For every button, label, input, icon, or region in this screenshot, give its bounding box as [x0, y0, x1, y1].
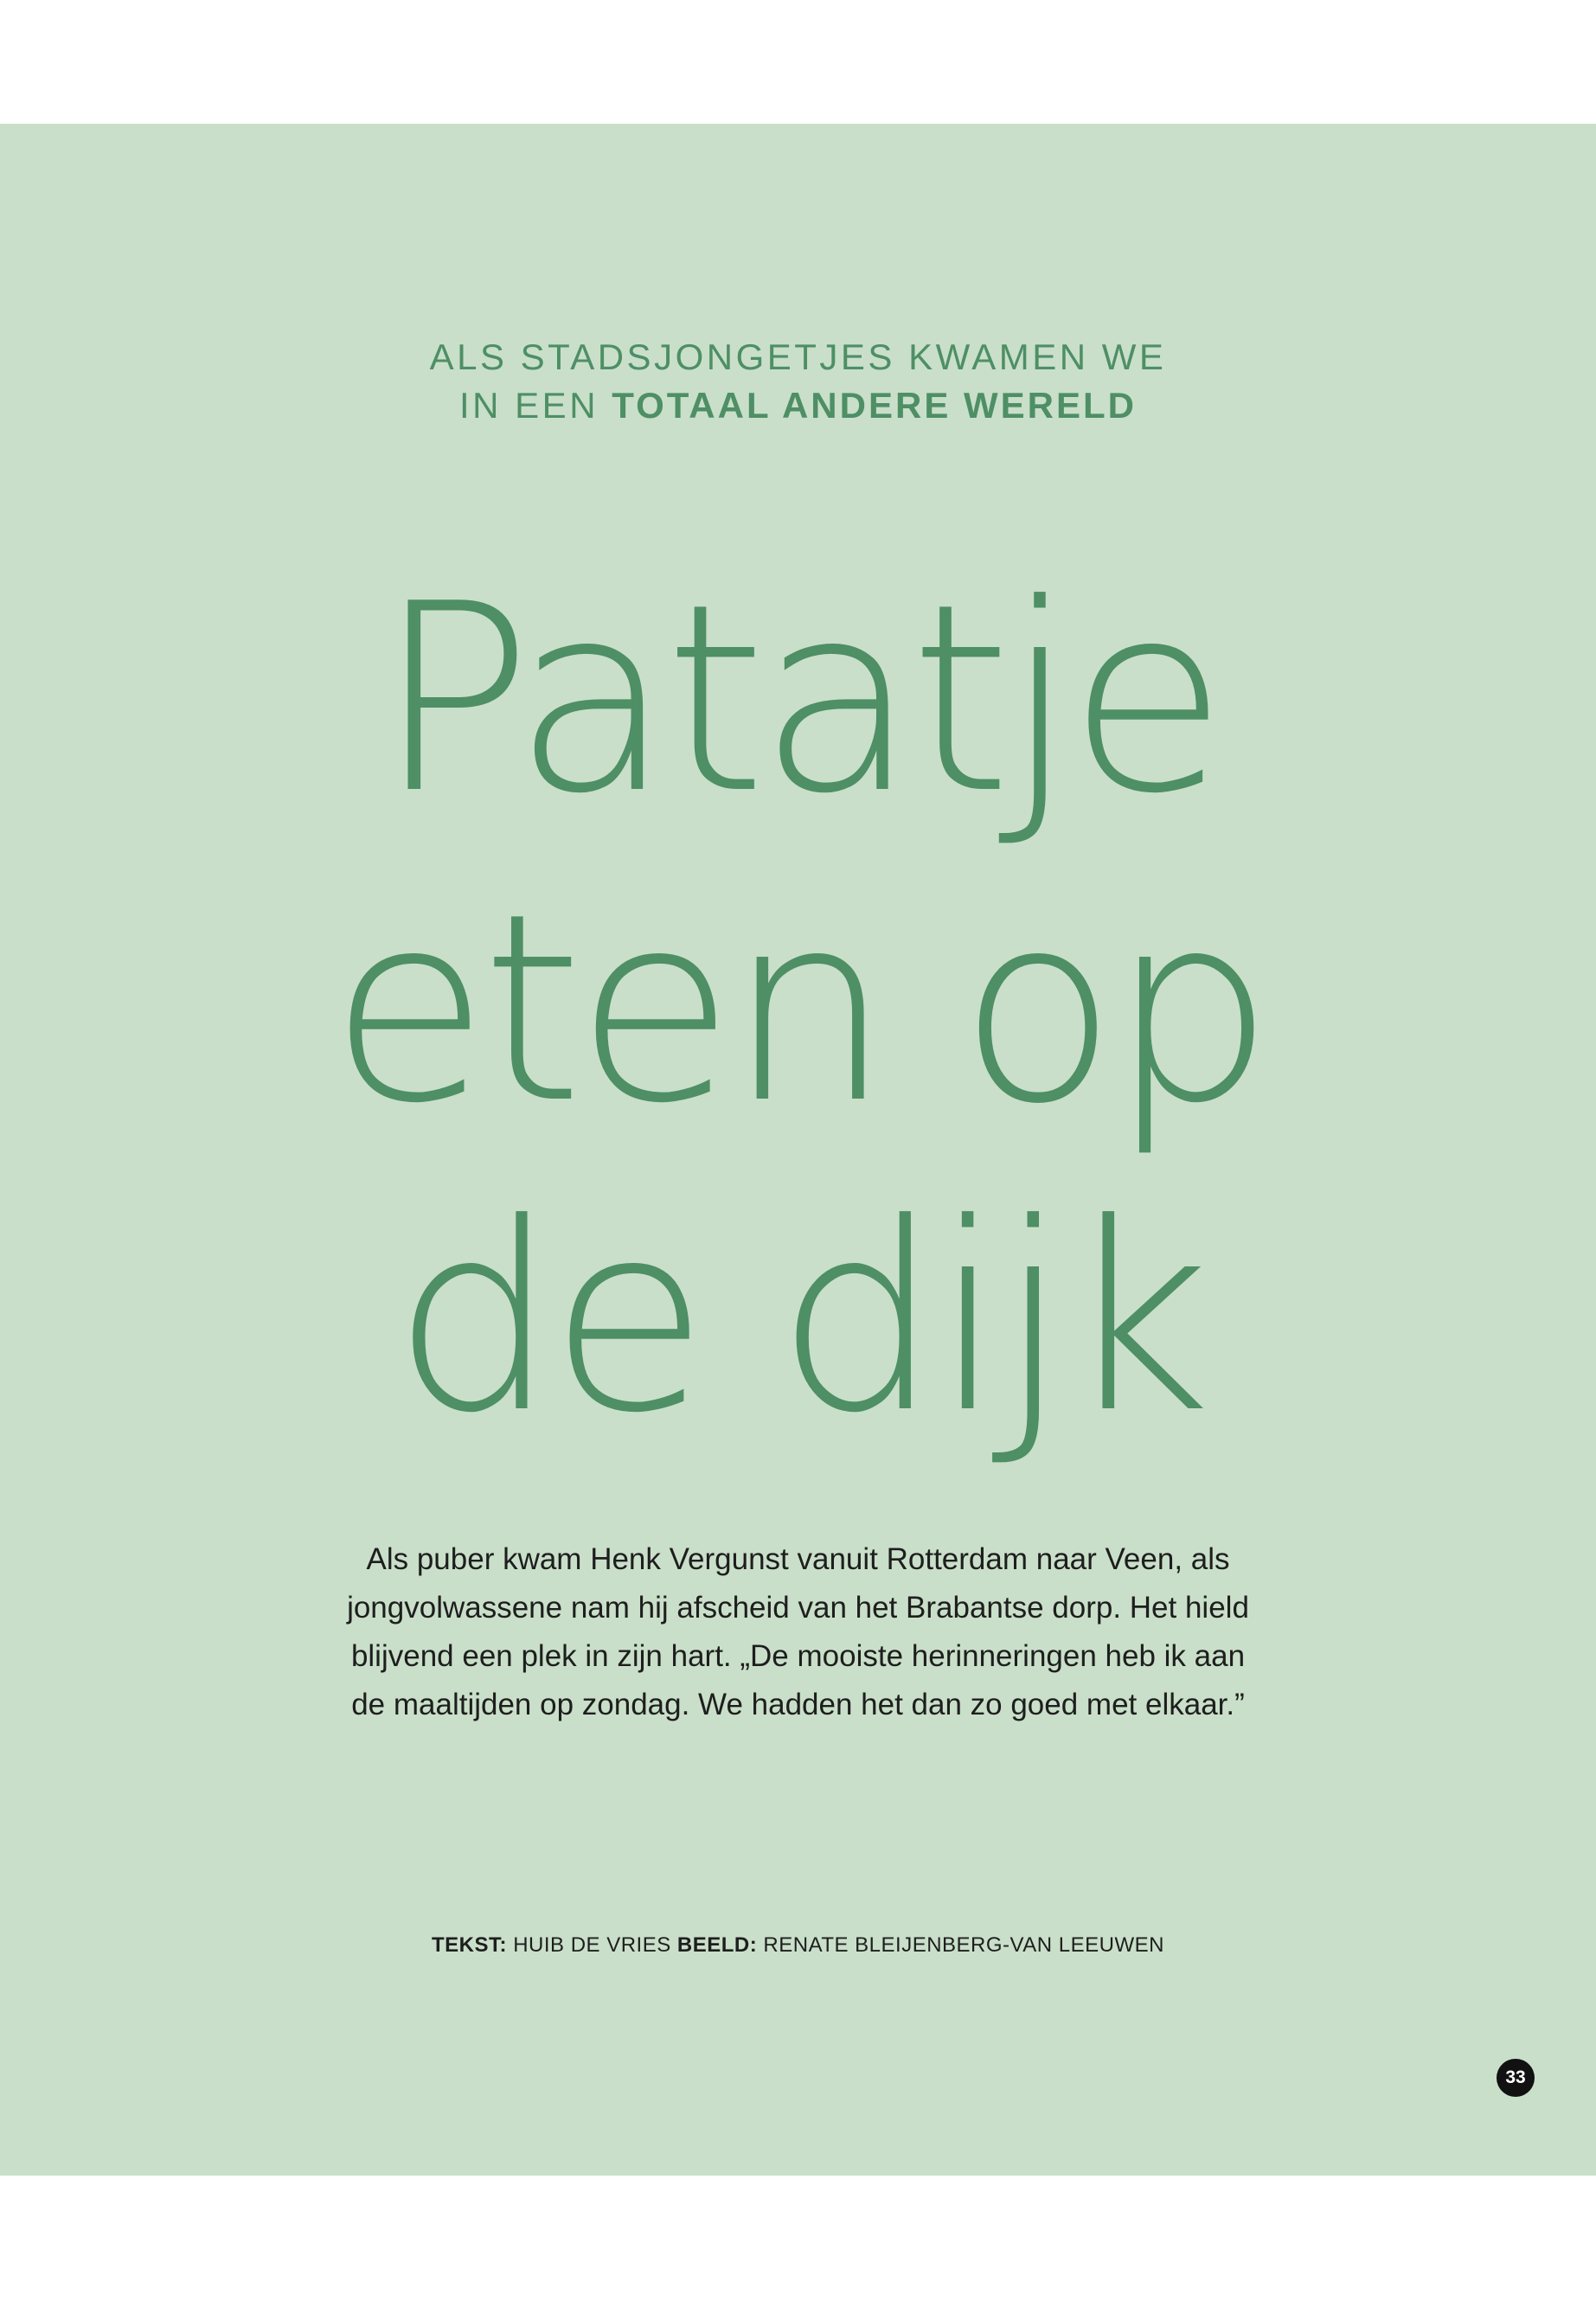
credits-image-value: RENATE BLEIJENBERG-VAN LEEUWEN [763, 1933, 1164, 1957]
title-line-1: Patatje [375, 548, 1221, 850]
credits-image-label: BEELD: [676, 1933, 758, 1957]
page-number-badge: 33 [1497, 2059, 1535, 2097]
kicker-line-2-bold: TOTAAL ANDERE WERELD [612, 385, 1137, 426]
credits-text-label: TEKST: [432, 1933, 508, 1957]
title-line-3: de dijk [392, 1168, 1204, 1470]
credits-text-value: HUIB DE VRIES [513, 1933, 671, 1957]
kicker-line-2-regular: IN EEN [459, 385, 599, 426]
page-title [0, 545, 1596, 1474]
intro-paragraph: Als puber kwam Henk Vergunst vanuit Rotterdam naar Veen, als jongvolwassene nam hij afscheid van het Brabantse dorp. Het hield blijvend een plek in zijn hart. „De mooiste herinneringen heb ik aan de maaltijden op zondag. We hadden het dan zo goed met elkaar.” [347, 1542, 1249, 1721]
credits [0, 1933, 1596, 1958]
title-line-2: eten op [329, 858, 1267, 1160]
kicker-line-1: ALS STADSJONGETJES KWAMEN WE [429, 336, 1167, 377]
kicker-line-2 [0, 381, 1596, 430]
kicker [0, 333, 1596, 430]
